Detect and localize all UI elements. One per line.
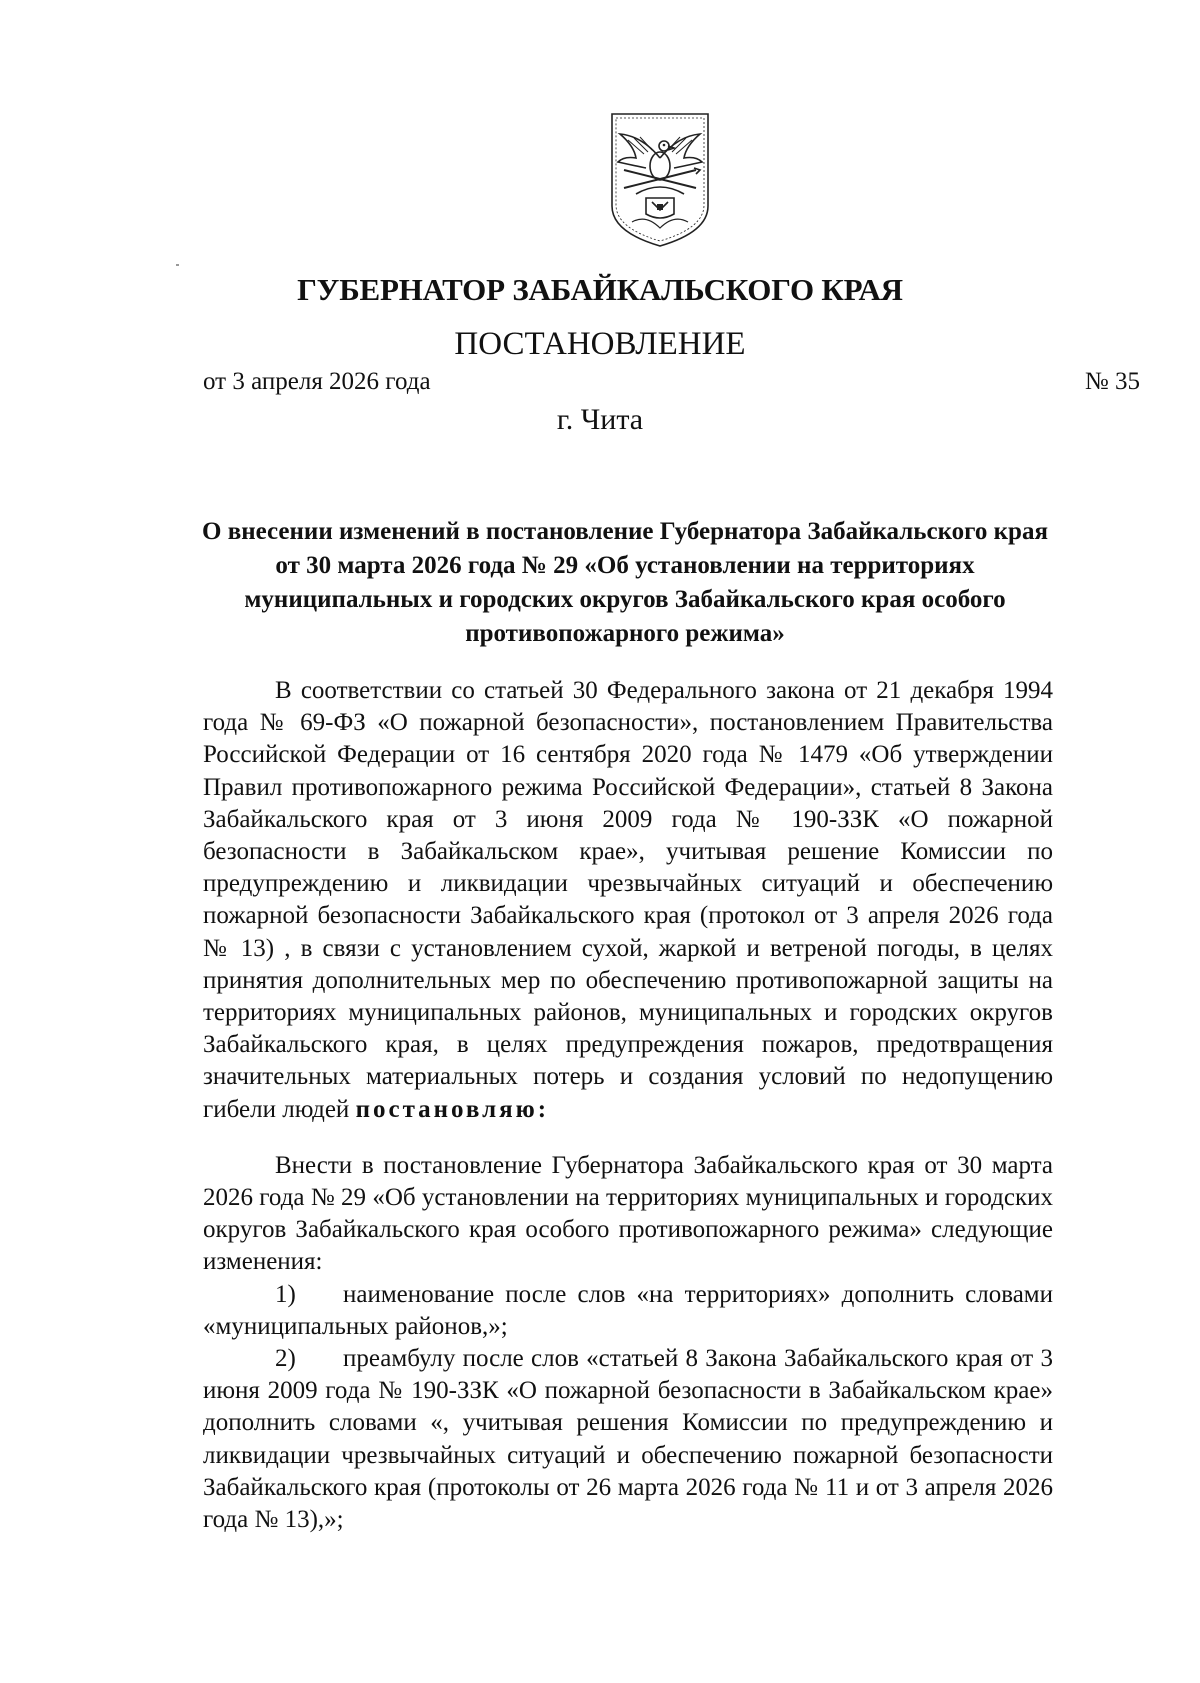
amendments-list: [203, 1279, 1053, 1537]
item-number: 2): [275, 1345, 296, 1373]
document-date: от 3 апреля 2026 года: [203, 368, 431, 395]
preamble-text: В соответствии со статьей 30 Федерального закона от 21 декабря 1994 года № 69-ФЗ «О пожарной безопасности», постановлением Правительства Российской Федерации от 16 сентября 2020 года № 1479 «Об утверждении Правил противопожарного режима Российской Федерации», статьей 8 Закона Забайкальского края от 3 июня 2009 года № 190-ЗЗК «О пожарной безопасности в Забайкальском крае», учитывая решение Комиссии по предупреждению и ликвидации чрезвычайных ситуаций и обеспечению пожарной безопасности Забайкальского края (протокол от 3 апреля 2026 года № 13) , в связи с установлением сухой, жаркой и ветреной погоды, в целях принятия дополнительных мер по обеспечению противопожарной защиты на территориях муниципальных районов, муниципальных и городских округов Забайкальского края, в целях предупреждения пожаров, предотвращения значительных материальных потерь и создания условий по недопущению гибели людей: [203, 677, 1053, 1123]
document-title: О внесении изменений в постановление Губернатора Забайкальского края от 30 марта 2026 года № 29 «Об установлении на территориях муниципальных и городских округов Забайкальского края особого противопожарного режима»: [202, 518, 1048, 647]
decree-word: постановляю:: [355, 1095, 550, 1123]
preamble-paragraph: [203, 675, 1053, 1126]
scan-artifact: [176, 264, 179, 266]
list-item: [203, 1279, 1053, 1343]
document-body: [203, 675, 1053, 1536]
document-city: г. Чита: [556, 403, 644, 436]
organization-title: ГУБЕРНАТОР ЗАБАЙКАЛЬСКОГО КРАЯ: [297, 272, 903, 307]
document-type: ПОСТАНОВЛЕНИЕ: [454, 326, 746, 362]
document-number: № 35: [1084, 368, 1140, 395]
item-number: 1): [275, 1280, 296, 1308]
operative-intro: Внести в постановление Губернатора Забайкальского края от 30 марта 2026 года № 29 «Об установлении на территориях муниципальных и городских округов Забайкальского края особого противопожарного режима» следующие изменения:: [203, 1151, 1053, 1276]
list-item: [203, 1343, 1053, 1536]
coat-of-arms-icon: [606, 110, 714, 250]
item-text: наименование после слов «на территориях» дополнить словами «муниципальных районов,»;: [203, 1280, 1053, 1340]
item-text: преамбулу после слов «статьей 8 Закона Забайкальского края от 3 июня 2009 года № 190-ЗЗК «О пожарной безопасности в Забайкальском крае» дополнить словами «, учитывая решения Комиссии по предупреждению и ликвидации чрезвычайных ситуаций и обеспечению пожарной безопасности Забайкальского края (протоколы от 26 марта 2026 года № 11 и от 3 апреля 2026 года № 13),»;: [203, 1345, 1053, 1534]
